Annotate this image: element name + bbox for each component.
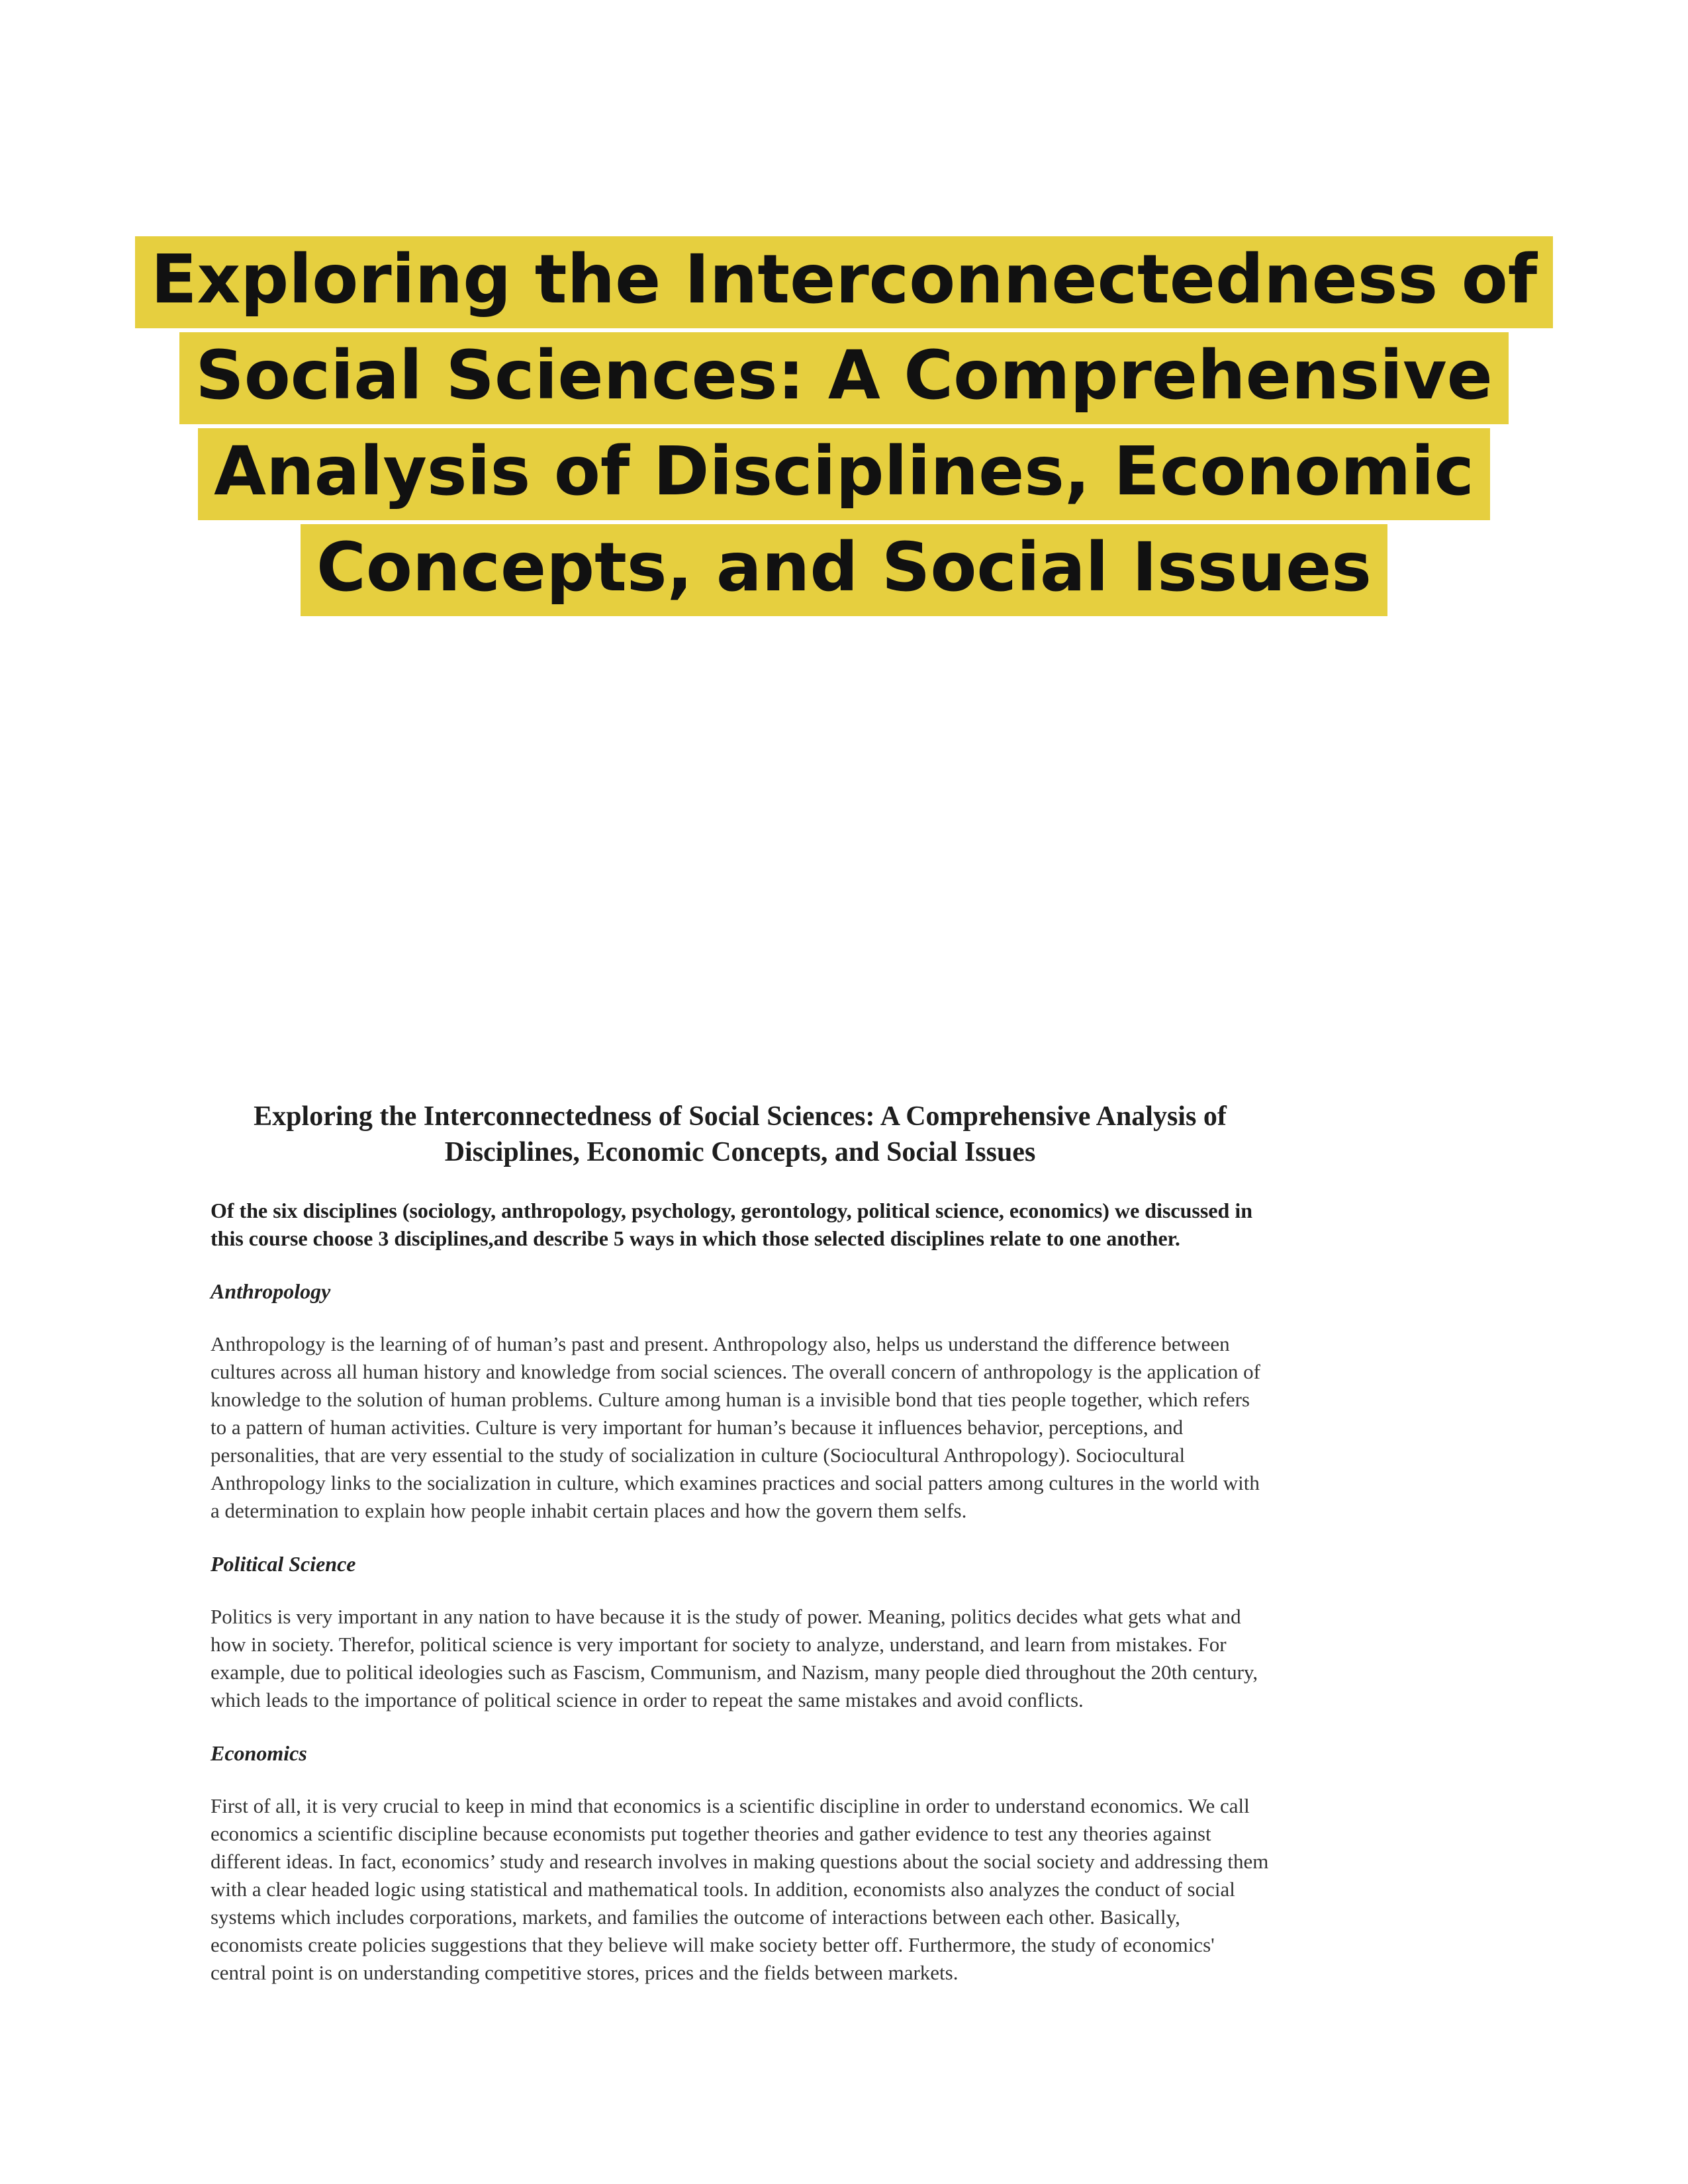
section-body-economics: First of all, it is very crucial to keep in mind that economics is a scientific discipline in order to understand economics. We call economics a scientific discipline because economists put together theories and gather evidence to test any theories against different ideas. In fact, economics’ study and research involves in making questions about the social society and addressing them with a clear headed logic using statistical and mathematical tools. In addition, economists also analyzes the conduct of social systems which includes corporations, markets, and families the outcome of interactions between each other. Basically, economists create policies suggestions that they believe will make society better off. Furthermore, the study of economics' central point is on understanding competitive stores, prices and the fields between markets.	[211, 1794, 1269, 1984]
document-preview	[211, 1099, 1270, 2012]
section-body-political-science: Politics is very important in any nation to have because it is the study of power. Meaning, politics decides what gets what and how in society. Therefor, political science is very important for society to analyze, understand, and learn from mistakes. For example, due to political ideologies such as Fascism, Communism, and Nazism, many people died throughout the 20th century, which leads to the importance of political science in order to repeat the same mistakes and avoid conflicts.	[211, 1605, 1258, 1711]
section-heading-anthropology: Anthropology	[211, 1279, 331, 1303]
cover-title	[119, 232, 1569, 615]
assignment-prompt: Of the six disciplines (sociology, anthropology, psychology, gerontology, political science, economics) we discussed in this course choose 3 disciplines,and describe 5 ways in which those selected disciplines relate to one another.	[211, 1199, 1252, 1250]
section-heading-economics: Economics	[211, 1741, 307, 1765]
document-title: Exploring the Interconnectedness of Social Sciences: A Comprehensive Analysis of Disciplines, Economic Concepts, and Social Issues	[254, 1101, 1227, 1167]
section-heading-political-science: Political Science	[211, 1552, 356, 1576]
cover-title-highlight: Exploring the Interconnectedness of Social Sciences: A Comprehensive Analysis of Disciplines, Economic Concepts, and Social Issues	[135, 236, 1553, 616]
section-body-anthropology: Anthropology is the learning of of human’s past and present. Anthropology also, helps us understand the difference between cultures across all human history and knowledge from social sciences. The overall concern of anthropology is the application of knowledge to the solution of human problems. Culture among human is a invisible bond that ties people together, which refers to a pattern of human activities. Culture is very important for human’s because it influences behavior, perceptions, and personalities, that are very essential to the study of socialization in culture (Sociocultural Anthropology). Sociocultural Anthropology links to the socialization in culture, which examines practices and social patters among cultures in the world with a determination to explain how people inhabit certain places and how the govern them selfs.	[211, 1332, 1260, 1522]
